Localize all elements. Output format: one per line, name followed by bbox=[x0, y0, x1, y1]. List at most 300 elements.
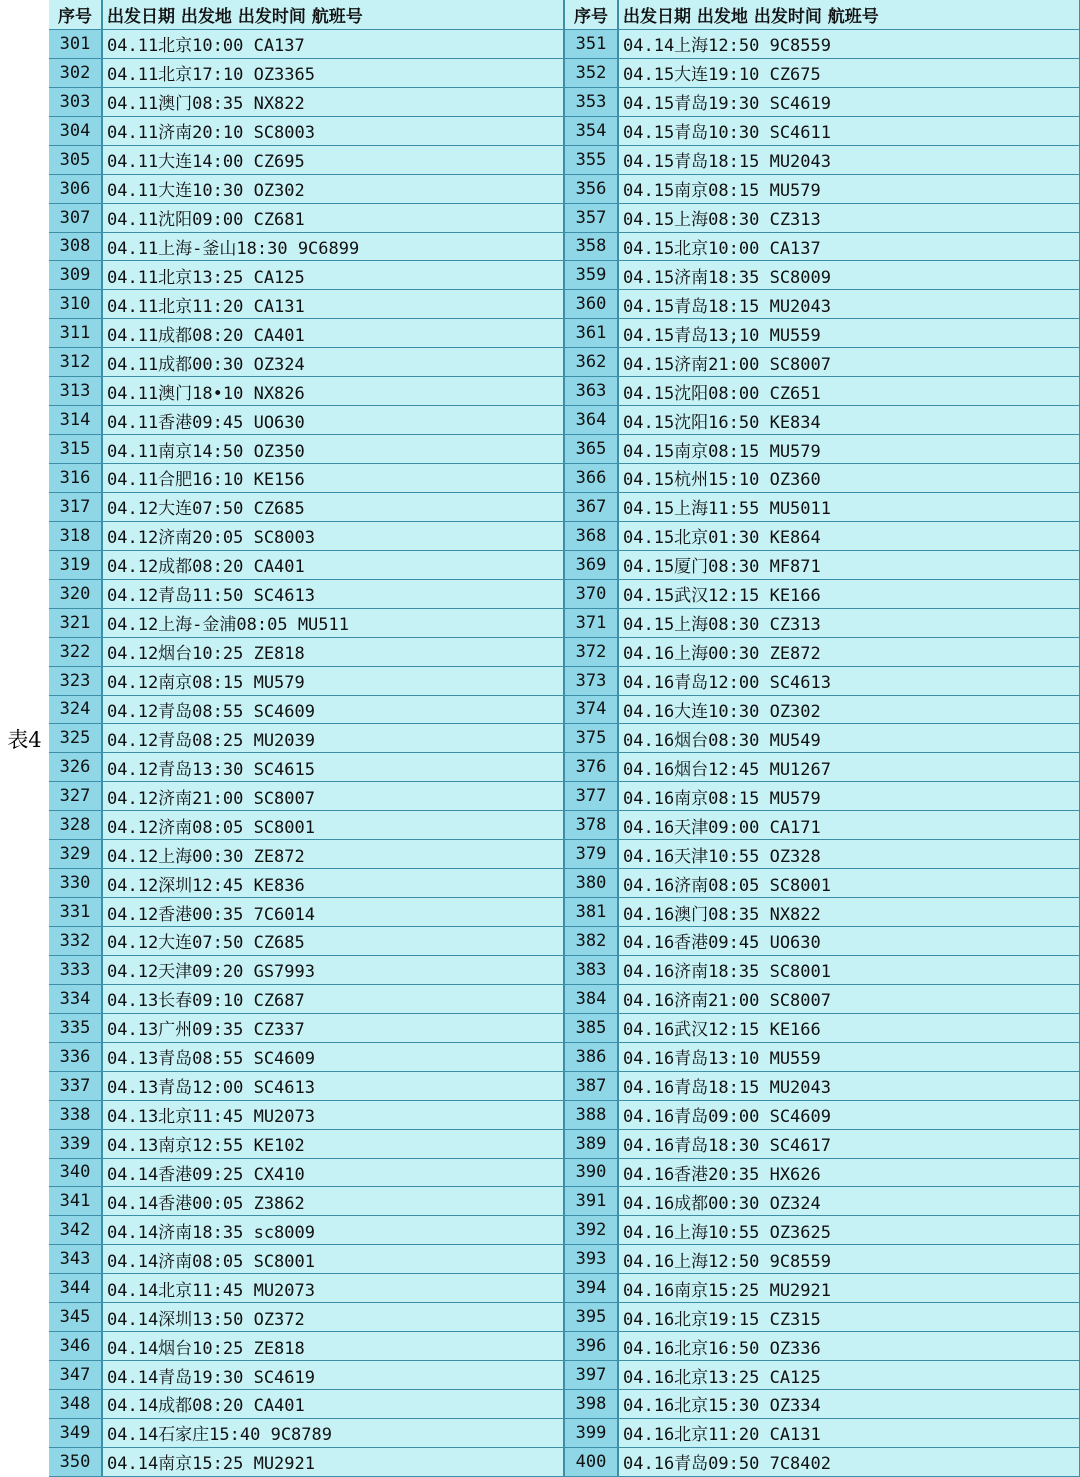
row-seq: 336 bbox=[49, 1043, 103, 1071]
table-row bbox=[49, 1361, 565, 1390]
table-row bbox=[49, 724, 565, 753]
table-row bbox=[49, 435, 565, 464]
table-row bbox=[565, 1245, 1080, 1274]
row-info: 04.15杭州15:10 OZ360 bbox=[619, 464, 1080, 492]
row-seq: 320 bbox=[49, 580, 103, 608]
row-info: 04.12青岛13:30 SC4615 bbox=[103, 753, 565, 781]
row-info: 04.15上海08:30 CZ313 bbox=[619, 609, 1080, 637]
row-info: 04.16烟台08:30 MU549 bbox=[619, 724, 1080, 752]
row-info: 04.11合肥16:10 KE156 bbox=[103, 464, 565, 492]
row-info: 04.16南京08:15 MU579 bbox=[619, 782, 1080, 810]
table-row bbox=[565, 782, 1080, 811]
row-info: 04.16烟台12:45 MU1267 bbox=[619, 753, 1080, 781]
row-info: 04.15青岛19:30 SC4619 bbox=[619, 88, 1080, 116]
table-row bbox=[49, 1072, 565, 1101]
row-seq: 380 bbox=[565, 869, 619, 897]
table-row bbox=[49, 1014, 565, 1043]
table-row bbox=[49, 1159, 565, 1188]
row-info: 04.16青岛09:50 7C8402 bbox=[619, 1448, 1080, 1476]
row-seq: 352 bbox=[565, 59, 619, 87]
row-info: 04.15上海08:30 CZ313 bbox=[619, 204, 1080, 232]
row-seq: 342 bbox=[49, 1216, 103, 1244]
row-seq: 385 bbox=[565, 1014, 619, 1042]
row-seq: 350 bbox=[49, 1448, 103, 1476]
row-seq: 345 bbox=[49, 1303, 103, 1331]
row-info: 04.14南京15:25 MU2921 bbox=[103, 1448, 565, 1476]
row-info: 04.13北京11:45 MU2073 bbox=[103, 1101, 565, 1129]
row-info: 04.11大连14:00 CZ695 bbox=[103, 146, 565, 174]
row-info: 04.12济南21:00 SC8007 bbox=[103, 782, 565, 810]
row-info: 04.11成都00:30 OZ324 bbox=[103, 348, 565, 376]
row-info: 04.11北京13:25 CA125 bbox=[103, 261, 565, 289]
row-seq: 314 bbox=[49, 406, 103, 434]
table-row bbox=[49, 1043, 565, 1072]
row-info: 04.15南京08:15 MU579 bbox=[619, 435, 1080, 463]
row-seq: 356 bbox=[565, 175, 619, 203]
table-row bbox=[49, 1332, 565, 1361]
row-seq: 318 bbox=[49, 522, 103, 550]
row-info: 04.16北京16:50 OZ336 bbox=[619, 1332, 1080, 1360]
row-seq: 398 bbox=[565, 1390, 619, 1418]
row-seq: 382 bbox=[565, 927, 619, 955]
row-seq: 375 bbox=[565, 724, 619, 752]
row-info: 04.12成都08:20 CA401 bbox=[103, 551, 565, 579]
table-row bbox=[49, 782, 565, 811]
row-info: 04.12青岛11:50 SC4613 bbox=[103, 580, 565, 608]
table-row bbox=[565, 1332, 1080, 1361]
row-info: 04.16北京11:20 CA131 bbox=[619, 1419, 1080, 1447]
row-seq: 334 bbox=[49, 985, 103, 1013]
row-info: 04.14青岛19:30 SC4619 bbox=[103, 1361, 565, 1389]
row-seq: 339 bbox=[49, 1130, 103, 1158]
row-info: 04.12上海00:30 ZE872 bbox=[103, 840, 565, 868]
row-info: 04.15大连19:10 CZ675 bbox=[619, 59, 1080, 87]
row-info: 04.13青岛12:00 SC4613 bbox=[103, 1072, 565, 1100]
row-seq: 361 bbox=[565, 319, 619, 347]
row-info: 04.12天津09:20 GS7993 bbox=[103, 956, 565, 984]
row-info: 04.16青岛09:00 SC4609 bbox=[619, 1101, 1080, 1129]
row-seq: 355 bbox=[565, 146, 619, 174]
table-row bbox=[565, 175, 1080, 204]
table-row bbox=[565, 985, 1080, 1014]
row-info: 04.11南京14:50 OZ350 bbox=[103, 435, 565, 463]
row-info: 04.16香港09:45 UO630 bbox=[619, 927, 1080, 955]
row-info: 04.15上海11:55 MU5011 bbox=[619, 493, 1080, 521]
row-info: 04.16南京15:25 MU2921 bbox=[619, 1274, 1080, 1302]
row-info: 04.12上海-金浦08:05 MU511 bbox=[103, 609, 565, 637]
table-row bbox=[49, 406, 565, 435]
table-row bbox=[565, 59, 1080, 88]
row-info: 04.12香港00:35 7C6014 bbox=[103, 898, 565, 926]
row-info: 04.15济南18:35 SC8009 bbox=[619, 261, 1080, 289]
row-seq: 330 bbox=[49, 869, 103, 897]
table-row bbox=[565, 1216, 1080, 1245]
table-row bbox=[565, 1043, 1080, 1072]
table-row bbox=[49, 522, 565, 551]
row-seq: 381 bbox=[565, 898, 619, 926]
row-seq: 399 bbox=[565, 1419, 619, 1447]
table-row bbox=[49, 696, 565, 725]
row-seq: 359 bbox=[565, 261, 619, 289]
row-info: 04.16北京15:30 OZ334 bbox=[619, 1390, 1080, 1418]
row-info: 04.16青岛12:00 SC4613 bbox=[619, 667, 1080, 695]
row-info: 04.12青岛08:25 MU2039 bbox=[103, 724, 565, 752]
row-seq: 357 bbox=[565, 204, 619, 232]
row-info: 04.14香港00:05 Z3862 bbox=[103, 1187, 565, 1215]
row-seq: 369 bbox=[565, 551, 619, 579]
table-row bbox=[49, 985, 565, 1014]
row-seq: 388 bbox=[565, 1101, 619, 1129]
row-seq: 313 bbox=[49, 377, 103, 405]
row-info: 04.12深圳12:45 KE836 bbox=[103, 869, 565, 897]
table-row bbox=[565, 898, 1080, 927]
row-seq: 347 bbox=[49, 1361, 103, 1389]
table-row bbox=[565, 638, 1080, 667]
row-seq: 362 bbox=[565, 348, 619, 376]
row-info: 04.15青岛18:15 MU2043 bbox=[619, 290, 1080, 318]
row-info: 04.12济南20:05 SC8003 bbox=[103, 522, 565, 550]
row-seq: 310 bbox=[49, 290, 103, 318]
row-seq: 325 bbox=[49, 724, 103, 752]
row-info: 04.15青岛10:30 SC4611 bbox=[619, 117, 1080, 145]
table-left-half bbox=[49, 0, 565, 1477]
row-info: 04.16大连10:30 OZ302 bbox=[619, 696, 1080, 724]
row-info: 04.16济南08:05 SC8001 bbox=[619, 869, 1080, 897]
table-row bbox=[49, 59, 565, 88]
row-info: 04.12青岛08:55 SC4609 bbox=[103, 696, 565, 724]
row-seq: 392 bbox=[565, 1216, 619, 1244]
row-seq: 322 bbox=[49, 638, 103, 666]
row-seq: 378 bbox=[565, 811, 619, 839]
table-row bbox=[565, 1448, 1080, 1477]
row-seq: 389 bbox=[565, 1130, 619, 1158]
table-row bbox=[565, 290, 1080, 319]
row-info: 04.12大连07:50 CZ685 bbox=[103, 493, 565, 521]
row-seq: 302 bbox=[49, 59, 103, 87]
row-info: 04.14上海12:50 9C8559 bbox=[619, 30, 1080, 58]
row-seq: 384 bbox=[565, 985, 619, 1013]
row-seq: 348 bbox=[49, 1390, 103, 1418]
row-info: 04.16济南18:35 SC8001 bbox=[619, 956, 1080, 984]
row-seq: 376 bbox=[565, 753, 619, 781]
table-row bbox=[565, 696, 1080, 725]
row-seq: 338 bbox=[49, 1101, 103, 1129]
table-row bbox=[565, 1014, 1080, 1043]
row-info: 04.14济南08:05 SC8001 bbox=[103, 1245, 565, 1273]
table-row bbox=[49, 175, 565, 204]
row-seq: 387 bbox=[565, 1072, 619, 1100]
row-seq: 383 bbox=[565, 956, 619, 984]
table-label: 表4 bbox=[0, 0, 49, 1477]
row-seq: 303 bbox=[49, 88, 103, 116]
table-row bbox=[565, 1072, 1080, 1101]
table-row bbox=[49, 377, 565, 406]
table-row bbox=[565, 1390, 1080, 1419]
row-info: 04.15北京10:00 CA137 bbox=[619, 233, 1080, 261]
row-info: 04.16澳门08:35 NX822 bbox=[619, 898, 1080, 926]
row-seq: 305 bbox=[49, 146, 103, 174]
row-seq: 370 bbox=[565, 580, 619, 608]
row-seq: 333 bbox=[49, 956, 103, 984]
row-seq: 301 bbox=[49, 30, 103, 58]
row-info: 04.13南京12:55 KE102 bbox=[103, 1130, 565, 1158]
row-seq: 379 bbox=[565, 840, 619, 868]
table-row bbox=[565, 1187, 1080, 1216]
flight-table bbox=[49, 0, 1080, 1477]
row-info: 04.16北京13:25 CA125 bbox=[619, 1361, 1080, 1389]
table-row bbox=[565, 117, 1080, 146]
row-seq: 353 bbox=[565, 88, 619, 116]
header-info: 出发日期 出发地 出发时间 航班号 bbox=[103, 0, 565, 29]
table-row bbox=[565, 753, 1080, 782]
row-info: 04.13长春09:10 CZ687 bbox=[103, 985, 565, 1013]
row-info: 04.15武汉12:15 KE166 bbox=[619, 580, 1080, 608]
row-seq: 363 bbox=[565, 377, 619, 405]
table-row bbox=[49, 117, 565, 146]
table-row bbox=[565, 88, 1080, 117]
row-seq: 341 bbox=[49, 1187, 103, 1215]
row-info: 04.11澳门18•10 NX826 bbox=[103, 377, 565, 405]
row-seq: 371 bbox=[565, 609, 619, 637]
row-info: 04.14烟台10:25 ZE818 bbox=[103, 1332, 565, 1360]
table-row bbox=[565, 464, 1080, 493]
row-seq: 390 bbox=[565, 1159, 619, 1187]
row-seq: 327 bbox=[49, 782, 103, 810]
table-row bbox=[49, 1187, 565, 1216]
table-row bbox=[565, 724, 1080, 753]
row-seq: 373 bbox=[565, 667, 619, 695]
row-info: 04.12烟台10:25 ZE818 bbox=[103, 638, 565, 666]
row-seq: 395 bbox=[565, 1303, 619, 1331]
row-info: 04.14济南18:35 sc8009 bbox=[103, 1216, 565, 1244]
row-info: 04.16香港20:35 HX626 bbox=[619, 1159, 1080, 1187]
row-seq: 311 bbox=[49, 319, 103, 347]
row-seq: 317 bbox=[49, 493, 103, 521]
row-info: 04.12大连07:50 CZ685 bbox=[103, 927, 565, 955]
table-row bbox=[565, 261, 1080, 290]
row-seq: 312 bbox=[49, 348, 103, 376]
row-seq: 377 bbox=[565, 782, 619, 810]
table-row bbox=[49, 927, 565, 956]
table-row bbox=[49, 1390, 565, 1419]
row-seq: 329 bbox=[49, 840, 103, 868]
table-row bbox=[49, 609, 565, 638]
row-info: 04.16上海00:30 ZE872 bbox=[619, 638, 1080, 666]
table-row bbox=[49, 956, 565, 985]
table-row bbox=[49, 204, 565, 233]
row-seq: 328 bbox=[49, 811, 103, 839]
row-seq: 364 bbox=[565, 406, 619, 434]
row-seq: 335 bbox=[49, 1014, 103, 1042]
row-seq: 391 bbox=[565, 1187, 619, 1215]
row-info: 04.13广州09:35 CZ337 bbox=[103, 1014, 565, 1042]
table-row bbox=[565, 667, 1080, 696]
row-seq: 308 bbox=[49, 233, 103, 261]
row-info: 04.12南京08:15 MU579 bbox=[103, 667, 565, 695]
table-row bbox=[565, 1101, 1080, 1130]
row-info: 04.16青岛18:15 MU2043 bbox=[619, 1072, 1080, 1100]
row-seq: 351 bbox=[565, 30, 619, 58]
row-info: 04.11北京17:10 OZ3365 bbox=[103, 59, 565, 87]
table-row bbox=[565, 956, 1080, 985]
row-info: 04.11成都08:20 CA401 bbox=[103, 319, 565, 347]
row-seq: 394 bbox=[565, 1274, 619, 1302]
row-seq: 304 bbox=[49, 117, 103, 145]
table-row bbox=[49, 290, 565, 319]
table-row bbox=[565, 30, 1080, 59]
row-seq: 331 bbox=[49, 898, 103, 926]
header-seq: 序号 bbox=[565, 0, 619, 29]
row-info: 04.16上海12:50 9C8559 bbox=[619, 1245, 1080, 1273]
row-info: 04.16上海10:55 OZ3625 bbox=[619, 1216, 1080, 1244]
row-seq: 366 bbox=[565, 464, 619, 492]
table-row bbox=[49, 869, 565, 898]
table-row bbox=[565, 580, 1080, 609]
header-seq: 序号 bbox=[49, 0, 103, 29]
table-header-row bbox=[49, 0, 565, 30]
table-row bbox=[49, 753, 565, 782]
row-seq: 319 bbox=[49, 551, 103, 579]
table-row bbox=[49, 1101, 565, 1130]
row-info: 04.15厦门08:30 MF871 bbox=[619, 551, 1080, 579]
table-row bbox=[565, 1130, 1080, 1159]
row-info: 04.14深圳13:50 OZ372 bbox=[103, 1303, 565, 1331]
table-row bbox=[49, 348, 565, 377]
row-seq: 332 bbox=[49, 927, 103, 955]
table-row bbox=[49, 1274, 565, 1303]
row-seq: 396 bbox=[565, 1332, 619, 1360]
row-info: 04.11上海-釜山18:30 9C6899 bbox=[103, 233, 565, 261]
table-row bbox=[49, 551, 565, 580]
row-seq: 368 bbox=[565, 522, 619, 550]
row-info: 04.16成都00:30 OZ324 bbox=[619, 1187, 1080, 1215]
table-row bbox=[565, 1159, 1080, 1188]
row-info: 04.15青岛18:15 MU2043 bbox=[619, 146, 1080, 174]
table-row bbox=[565, 406, 1080, 435]
table-row bbox=[49, 88, 565, 117]
row-seq: 393 bbox=[565, 1245, 619, 1273]
table-header-row bbox=[565, 0, 1080, 30]
table-row bbox=[49, 493, 565, 522]
table-row bbox=[565, 840, 1080, 869]
table-row bbox=[49, 638, 565, 667]
table-row bbox=[565, 493, 1080, 522]
row-seq: 321 bbox=[49, 609, 103, 637]
row-info: 04.14成都08:20 CA401 bbox=[103, 1390, 565, 1418]
table-row bbox=[49, 898, 565, 927]
row-seq: 343 bbox=[49, 1245, 103, 1273]
table-row bbox=[49, 1419, 565, 1448]
row-seq: 324 bbox=[49, 696, 103, 724]
table-row bbox=[565, 146, 1080, 175]
row-seq: 367 bbox=[565, 493, 619, 521]
row-info: 04.14香港09:25 CX410 bbox=[103, 1159, 565, 1187]
row-info: 04.14石家庄15:40 9C8789 bbox=[103, 1419, 565, 1447]
table-row bbox=[49, 840, 565, 869]
row-info: 04.16武汉12:15 KE166 bbox=[619, 1014, 1080, 1042]
row-seq: 349 bbox=[49, 1419, 103, 1447]
row-info: 04.16济南21:00 SC8007 bbox=[619, 985, 1080, 1013]
row-info: 04.16天津10:55 OZ328 bbox=[619, 840, 1080, 868]
row-seq: 315 bbox=[49, 435, 103, 463]
table-right-half bbox=[565, 0, 1080, 1477]
row-info: 04.13青岛08:55 SC4609 bbox=[103, 1043, 565, 1071]
table-row bbox=[565, 609, 1080, 638]
row-info: 04.16青岛13:10 MU559 bbox=[619, 1043, 1080, 1071]
row-seq: 337 bbox=[49, 1072, 103, 1100]
table-row bbox=[565, 811, 1080, 840]
table-row bbox=[565, 348, 1080, 377]
row-info: 04.15济南21:00 SC8007 bbox=[619, 348, 1080, 376]
row-info: 04.11北京11:20 CA131 bbox=[103, 290, 565, 318]
row-seq: 372 bbox=[565, 638, 619, 666]
table-row bbox=[49, 1245, 565, 1274]
row-info: 04.16天津09:00 CA171 bbox=[619, 811, 1080, 839]
table-row bbox=[565, 435, 1080, 464]
row-info: 04.11香港09:45 UO630 bbox=[103, 406, 565, 434]
row-seq: 340 bbox=[49, 1159, 103, 1187]
table-row bbox=[49, 1130, 565, 1159]
row-seq: 346 bbox=[49, 1332, 103, 1360]
row-info: 04.11沈阳09:00 CZ681 bbox=[103, 204, 565, 232]
table-row bbox=[49, 1303, 565, 1332]
table-row bbox=[565, 1274, 1080, 1303]
row-seq: 360 bbox=[565, 290, 619, 318]
table-row bbox=[565, 204, 1080, 233]
row-seq: 306 bbox=[49, 175, 103, 203]
row-seq: 323 bbox=[49, 667, 103, 695]
row-info: 04.14北京11:45 MU2073 bbox=[103, 1274, 565, 1302]
table-row bbox=[565, 551, 1080, 580]
row-info: 04.11澳门08:35 NX822 bbox=[103, 88, 565, 116]
row-seq: 400 bbox=[565, 1448, 619, 1476]
row-info: 04.11北京10:00 CA137 bbox=[103, 30, 565, 58]
table-row bbox=[49, 233, 565, 262]
table-row bbox=[565, 522, 1080, 551]
row-info: 04.15沈阳08:00 CZ651 bbox=[619, 377, 1080, 405]
table-row bbox=[49, 319, 565, 348]
row-seq: 316 bbox=[49, 464, 103, 492]
table-row bbox=[49, 811, 565, 840]
table-row bbox=[49, 1216, 565, 1245]
row-info: 04.15南京08:15 MU579 bbox=[619, 175, 1080, 203]
row-info: 04.16北京19:15 CZ315 bbox=[619, 1303, 1080, 1331]
row-info: 04.11济南20:10 SC8003 bbox=[103, 117, 565, 145]
table-row bbox=[565, 1419, 1080, 1448]
table-row bbox=[49, 30, 565, 59]
row-info: 04.12济南08:05 SC8001 bbox=[103, 811, 565, 839]
row-seq: 344 bbox=[49, 1274, 103, 1302]
table-row bbox=[49, 667, 565, 696]
table-row bbox=[565, 319, 1080, 348]
row-seq: 326 bbox=[49, 753, 103, 781]
row-seq: 309 bbox=[49, 261, 103, 289]
row-info: 04.11大连10:30 OZ302 bbox=[103, 175, 565, 203]
table-row bbox=[565, 1361, 1080, 1390]
table-row bbox=[565, 927, 1080, 956]
table-row bbox=[49, 1448, 565, 1477]
table-row bbox=[49, 580, 565, 609]
table-row bbox=[565, 869, 1080, 898]
row-seq: 386 bbox=[565, 1043, 619, 1071]
row-info: 04.15沈阳16:50 KE834 bbox=[619, 406, 1080, 434]
table-row bbox=[49, 146, 565, 175]
table-row bbox=[565, 1303, 1080, 1332]
row-seq: 307 bbox=[49, 204, 103, 232]
row-info: 04.15北京01:30 KE864 bbox=[619, 522, 1080, 550]
row-seq: 358 bbox=[565, 233, 619, 261]
header-info: 出发日期 出发地 出发时间 航班号 bbox=[619, 0, 1080, 29]
